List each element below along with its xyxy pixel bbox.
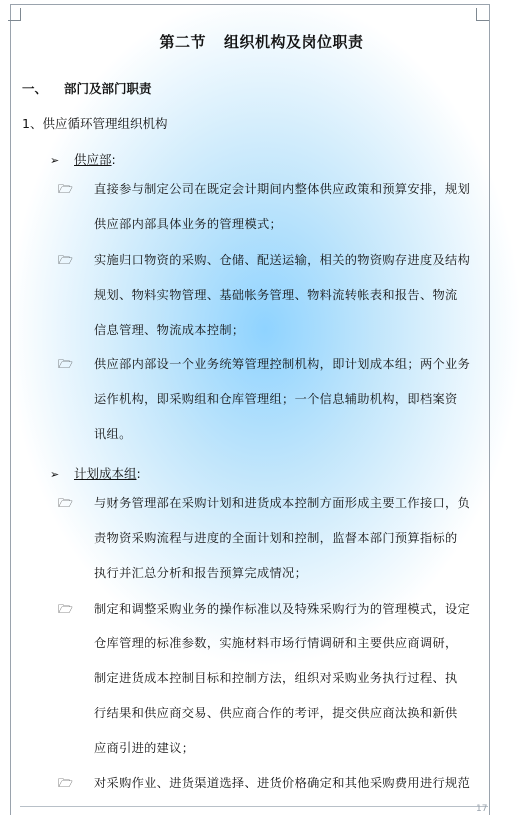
list-item-line: 仓库管理的标准参数，实施材料市场行情调研和主要供应商调研， <box>94 636 458 650</box>
list-item-line: 信息管理、物流成本控制； <box>94 323 245 337</box>
subheading-suffix: : <box>111 152 116 167</box>
list-item-line: 直接参与制定公司在既定会计期间内整体供应政策和预算安排，规划 <box>94 182 471 196</box>
list-item-line: 行结果和供应商交易、供应商合作的考评，提交供应商汰换和新供 <box>94 706 458 720</box>
section-title <box>0 31 523 52</box>
page-number: 17 <box>476 804 488 814</box>
section-title-number: 第二节 <box>159 33 206 51</box>
list-item-line: 制定和调整采购业务的操作标准以及特殊采购行为的管理模式，设定 <box>94 602 471 616</box>
list-item-line: 规划、物料实物管理、基础帐务管理、物料流转帐表和报告、物流 <box>94 288 458 302</box>
heading-level-2: 1、供应循环管理组织机构 <box>22 116 168 131</box>
subheading-suffix: : <box>136 466 141 481</box>
heading-level-1-number: 一、 <box>22 81 48 96</box>
section-title-text: 组织机构及岗位职责 <box>224 33 364 51</box>
folder-icon: 🗁 <box>58 253 73 267</box>
margin-corner-top-right <box>476 8 489 21</box>
list-item-line: 对采购作业、进货渠道选择、进货价格确定和其他采购费用进行规范 <box>94 776 471 790</box>
list-item-line: 实施归口物资的采购、仓储、配送运输，相关的物资购存进度及结构 <box>94 253 471 267</box>
folder-icon: 🗁 <box>58 182 73 196</box>
list-item-line: 运作机构，即采购组和仓库管理组；一个信息辅助机构，即档案资 <box>94 392 458 406</box>
list-item-line: 供应部内部具体业务的管理模式； <box>94 217 283 231</box>
subheading-label: 供应部 <box>74 152 112 167</box>
arrow-bullet-icon: ➢ <box>50 468 60 481</box>
list-item-line: 讯组。 <box>94 427 132 441</box>
list-item-line: 供应部内部设一个业务统筹管理控制机构，即计划成本组；两个业务 <box>94 357 471 371</box>
arrow-bullet-icon: ➢ <box>50 154 60 167</box>
page-bottom-rule <box>20 806 488 807</box>
heading-level-1 <box>22 79 152 97</box>
list-item-line: 执行并汇总分析和报告预算完成情况； <box>94 566 308 580</box>
margin-corner-top-left <box>8 8 21 21</box>
subheading-planning-cost-group <box>50 464 141 482</box>
folder-icon: 🗁 <box>58 776 73 790</box>
list-item-line: 责物资采购流程与进度的全面计划和控制，监督本部门预算指标的 <box>94 531 458 545</box>
folder-icon: 🗁 <box>58 496 73 510</box>
list-item-line: 制定进货成本控制目标和控制方法，组织对采购业务执行过程、执 <box>94 671 458 685</box>
folder-icon: 🗁 <box>58 357 73 371</box>
folder-icon: 🗁 <box>58 602 73 616</box>
subheading-supply-dept <box>50 150 116 168</box>
heading-level-1-text: 部门及部门职责 <box>64 81 152 96</box>
subheading-label: 计划成本组 <box>74 466 137 481</box>
list-item-line: 与财务管理部在采购计划和进货成本控制方面形成主要工作接口，负 <box>94 496 471 510</box>
list-item-line: 应商引进的建议； <box>94 741 195 755</box>
